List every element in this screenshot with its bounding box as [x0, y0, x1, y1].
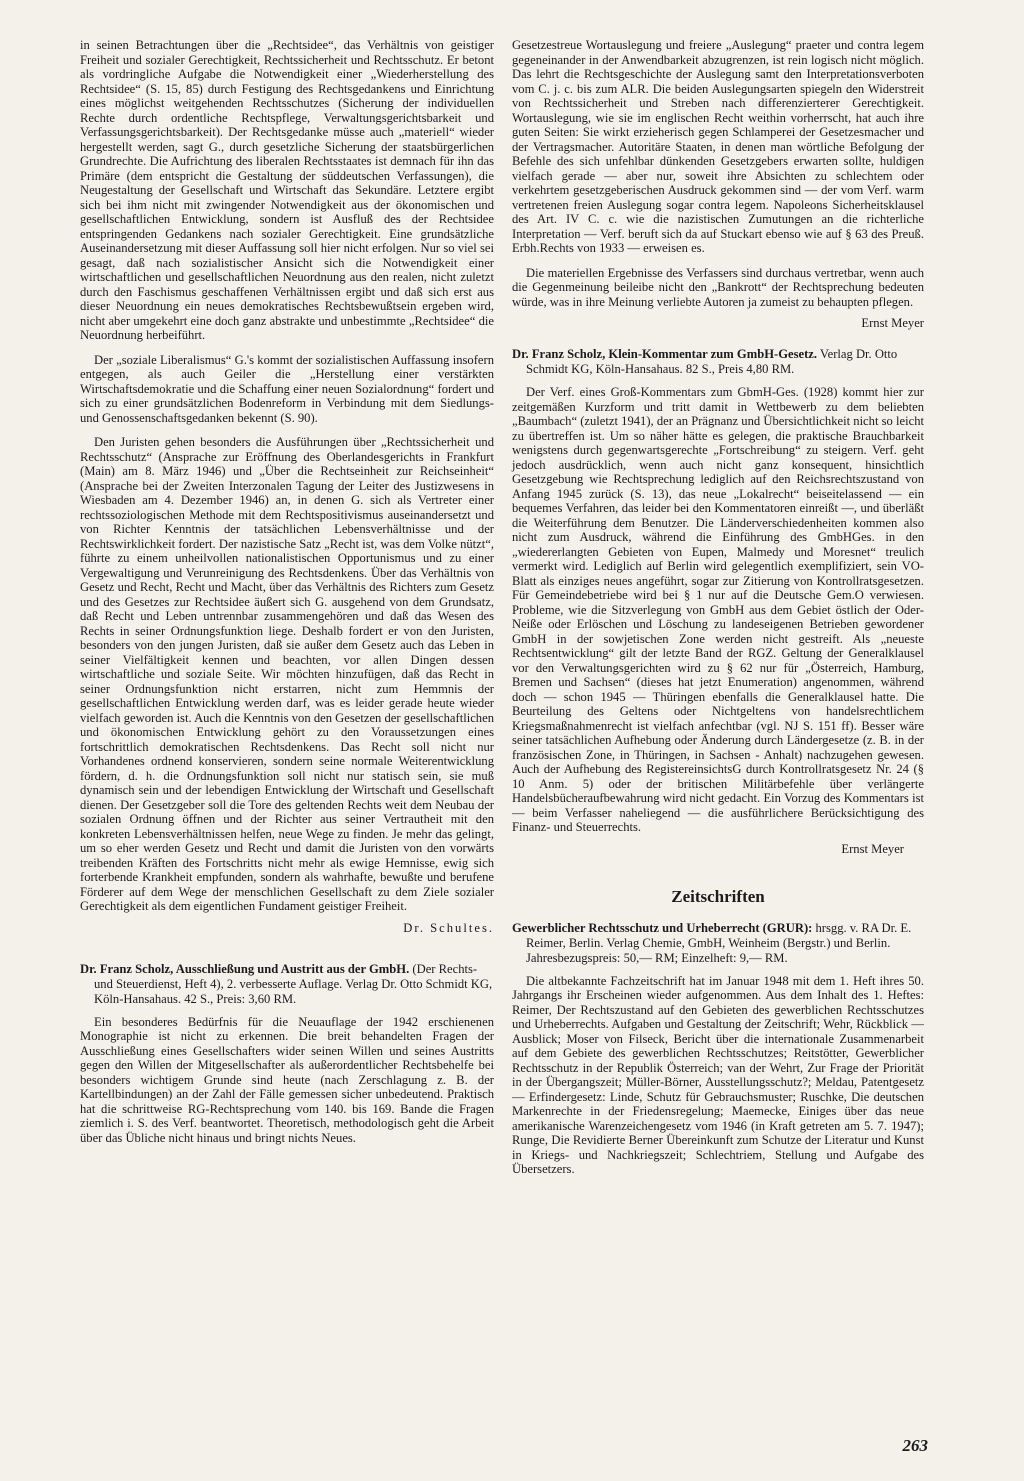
review-heading	[512, 347, 924, 377]
review-body: Der Verf. eines Groß-Kommentars zum GbmH-Ges. (1928) kommt hier zur zeitgemäßen Kurzform und tritt damit in Wettbewerb zu dem beliebten „Baumbach“ (zuletzt 1941), der an Prägnanz und Übersichtlichkeit nicht so leicht zu übertreffen ist. Um so näher hätte es gelegen, die praktische Brauchbarkeit wenigstens durch gegenwartsgerechte „Fortschreibung“ zu steigern. Verf. geht jedoch ausdrücklich, wenn auch nicht ganz konsequent, hinsichtlich Gesetzgebung wie Rechtsprechung lediglich auf den Reichsrechtszustand von Anfang 1945 zurück (S. 13), das neue „Lokalrecht“ beiseitelassend — ein bequemes Verfahren, das leider bei den Kommentatoren einreißt —, und überläßt die Weiterführung dem Benutzer. Die Länderverschiedenheiten kommen also nicht zum Ausdruck, während die Einführung des GmbHGes. in den „wiedererlangten Gebieten von Eupen, Malmedy und Moresnet“ treulich vermerkt wird. Lediglich auf Berlin wird gelegentlich exemplifiziert, sein VO-Blatt als einziges neues angeführt, sogar zur Zitierung von Kontrollratsgesetzen. Für Gemeindebetriebe wird bei § 1 nur auf die Deutsche Gem.O verwiesen. Probleme, wie die Sitzverlegung von GmbH aus dem Gebiet östlich der Oder-Neiße oder Erlöschen und Löschung zu landeseigenen Betrieben gewordener GmbH in der sowjetischen Zone werden nicht gestreift. Als „neueste Rechtsentwicklung“ gilt der letzte Band der RGZ. Geltung der Generalklausel vor den Verwaltungsgerichten wird zu § 62 nur für „Österreich, Hamburg, Bremen und Sachsen“ (dieses hat jetzt Enumeration) angenommen, während doch — schon 1945 — Thüringen ebenfalls die Generalklausel hatte. Die Beurteilung des Geltens oder Nichtgeltens von handelsrechtlichem Kriegsmaßnahmenrecht ist vielfach anfechtbar (vgl. NJ S. 151 ff). Besser wäre seiner tatsächlichen Aufhebung oder Änderung durch Ländergesetze (z. B. in der französischen Zone, in Thüringen, in Sachsen - Anhalt) nachzugehen gewesen. Auch der Aufhebung des RegistereinsichtsG durch Kontrollratsgesetz Nr. 24 (§ 10 Anm. 5) oder der britischen Militärbefehle über verlängerte Handelsbücheraufbewahrung wird nicht gedacht. Ein Vorzug des Kommentars ist — beim Verfasser naheliegend — die ausführlichere Berücksichtigung des Finanz- und Steuerrechts.	[512, 385, 924, 834]
author-signature: Dr. Schultes.	[403, 920, 494, 935]
page-number: 263	[902, 1436, 928, 1455]
body-paragraph: in seinen Betrachtungen über die „Rechtsidee“, das Verhältnis von geistiger Freiheit und sozialer Gerechtigkeit, Rechtssicherheit und Rechtsschutz. Er betont als vordringliche Aufgabe die Notwendigkeit einer „Wiederherstellung des Rechtsidee“ (S. 15, 85) durch Festigung des Rechtsgedankens und Einrichtung eines möglichst weitgehenden Rechtsschutzes (Sicherung der individuellen Rechte durch ordentliche Rechtspflege, Verwaltungsgerichtsbarkeit und Verfassungsgerichtsbarkeit). Der Rechtsgedanke müsse auch „materiell“ wieder hergestellt werden, sagt G., durch gesetzliche Sicherung der staatsbürgerlichen Grundrechte. Die Aufrichtung des liberalen Rechtsstaates ist demnach für ihn das Primäre (dem entspricht die Gestaltung der süddeutschen Verfassungen), die Neugestaltung der Gesellschaft und Wirtschaft das Sekundäre. Letztere ergibt sich bei ihm nicht mit zwingender Notwendigkeit aus der ökonomischen und gesellschaftlichen Entwicklung, sondern ist Ausfluß des der Rechtsidee entspringenden Gedankens nach sozialer Gerechtigkeit. Eine grundsätzliche Auseinandersetzung mit dieser Auffassung soll hier nicht erfolgen. Nur so viel sei gesagt, daß nach sozialistischer Ansicht sich die Notwendigkeit einer wirtschaftlichen und gesellschaftlichen Neuordnung aus den realen, nicht zuletzt durch den Faschismus geschaffenen Verhältnissen ergibt und daß sich erst aus dieser Neuordnung ein neues demokratisches Rechtsbewußtsein ergeben wird, nicht aber umgekehrt eine doch ganz abstrakte und unbestimmte „Rechtsidee“ die Neuordnung herbeiführt.	[80, 38, 494, 342]
body-paragraph: Der „soziale Liberalismus“ G.'s kommt der sozialistischen Auffassung insofern entgegen, als auch Geiler die „Herstellung einer verstärkten Wirtschaftsdemokratie und die Schaffung einer neuen Sozialordnung“ fordert und sich zu einer grundsätzlichen Bodenreform in Verbindung mit dem Siedlungs- und Genossenschaftsgedanken bekennt (S. 90).	[80, 352, 494, 425]
body-paragraph: Die materiellen Ergebnisse des Verfassers sind durchaus vertretbar, wenn auch die Gegenmeinung beileibe nicht den „Bankrott“ der Rechtsprechung bedeuten würde, was in ihre Meinung verliebte Autoren ja zumeist zu behaupten pflegen.	[512, 265, 924, 309]
review-title: Dr. Franz Scholz, Klein-Kommentar zum GmbH-Gesetz.	[512, 347, 817, 361]
left-column	[80, 38, 494, 1145]
review-publication-details: Verlag Dr. Otto Schmidt KG, Köln-Hansahaus. 82 S., Preis 4,80 RM.	[526, 347, 898, 376]
review-title: Dr. Franz Scholz, Ausschließung und Austritt aus der GmbH.	[80, 961, 410, 976]
review-heading	[80, 962, 494, 1007]
review-heading	[512, 921, 924, 966]
review-publication-details: hrsgg. v. RA Dr. E. Reimer, Berlin. Verlag Chemie, GmbH, Weinheim (Bergstr.) und Berlin. Jahresbezugspreis: 50,— RM; Einzelheft: 9,— RM.	[526, 920, 912, 965]
review-body: Die altbekannte Fachzeitschrift hat im Januar 1948 mit dem 1. Heft ihres 50. Jahrgangs ihr Erscheinen wieder aufgenommen. Aus dem Inhalt des 1. Heftes: Reimer, Der Rechtszustand auf den Gebieten des gewerblichen Rechtsschutzes und Urheberrechts. Aufgaben und Gestaltung der Zeitschrift; Wehr, Rückblick — Ausblick; Moser von Filseck, Bericht über die internationale Zusammenarbeit auf dem Gebiete des gewerblichen Rechtsschutzes; Reitstötter, Gewerblicher Rechtsschutz in der Republik Österreich; van der Wehrt, Zur Frage der Priorität in der Übergangszeit; Müller-Börner, Ausstellungsschutz?; Meldau, Patentgesetz — Erfindergesetz: Linde, Schutz für Gebrauchsmuster; Ruschke, Die deutschen Markenrechte in der Friedensregelung; Maemecke, Einiges über das neue amerikanische Warenzeichengesetz vom 1946 (in Kraft getreten am 5. 7. 1947); Runge, Die Revidierte Berner Übereinkunft zum Schutze der Literatur und Kunst in Kriegs- und Nachkriegszeit; Schlechtriem, Stellung und Aufgabe des Übersetzers.	[512, 973, 924, 1176]
right-column	[512, 38, 924, 1177]
author-signature: Ernst Meyer	[861, 316, 924, 330]
body-paragraph: Den Juristen gehen besonders die Ausführungen über „Rechtssicherheit und Rechtsschutz“ (Ansprache zur Eröffnung des Oberlandesgerichts in Frankfurt (Main) am 8. März 1946) und „Über die Rechtseinheit zur Reichseinheit“ (Ansprache bei der Zweiten Interzonalen Tagung der Leiter des Justizwesens in Wiesbaden am 4. Dezember 1946) an, in denen G. sich als Vertreter einer rechtssoziologischen Methode mit dem Rechtspositivismus auseinandersetzt und von Richter Kenntnis der tatsächlichen Lebensverhältnisse und der Rechtswirklichkeit fordert. Der nazistische Satz „Recht ist, was dem Volke nützt“, führte zu einem unheilvollen nationalistischen Opportunismus und zu einer Vergewaltigung und Verunreinigung des Rechtsdenkens. Über das Verhältnis von Gesetz und Recht, Recht und Macht, über das Verhältnis des Richters zum Gesetz und des Gesetzes zur Rechtsidee äußert sich G. ausgehend von dem Grundsatz, daß Recht und Leben untrennbar zusammengehören und daß das Wesen des Rechts in seiner Ordnungsfunktion liege. Deshalb fordert er von den Juristen, besonders von den jungen Juristen, daß sie außer dem Gesetz auch das Leben in seiner Vielfältigkeit kennen und beachten, vor allen Dingen dessen wirtschaftliche und soziale Seite. Wir möchten hinzufügen, daß das Recht in seiner Ordnungsfunktion nicht erstarren, nicht zum Hemmnis der gesellschaftlichen Entwicklung werden darf, was es leider gerade heute wieder vielfach geworden ist. Auch die Kenntnis von den Gesetzen der gesellschaftlichen und ökonomischen Entwicklung gehört zu den Voraussetzungen eines fortschrittlich demokratischen Rechtsdenkens. Das Recht soll nicht nur Vorhandenes ordnend konservieren, sondern seine normale Weiterentwicklung fördern, d. h. die Ordnungsfunktion soll nicht nur statisch sein, sie muß dynamisch sein und der lebendigen Entwicklung der Wirtschaft und Gesellschaft dienen. Der Gesetzgeber soll die Tore des geltenden Rechts weit dem Neubau der sozialen Ordnung öffnen und der Richter aus seiner Vertrautheit mit den konkreten Lebensverhältnissen helfen, neue Wege zu finden. Je mehr das gelingt, um so eher werden Gesetz und Recht und damit die Juristen von den vorwärts treibenden Kräften des Fortschritts nicht mehr als ewige Hemnisse, ewig sich forterbende Krankheit empfunden, sondern als wahrhafte, bewußte und berufene Förderer auf dem Wege der menschlichen Gesellschaft zu dem Ziele sozialer Gerechtigkeit als dem eigentlichen Fundament geistiger Freiheit.	[80, 435, 494, 913]
author-signature: Ernst Meyer	[841, 841, 904, 856]
review-body: Ein besonderes Bedürfnis für die Neuauflage der 1942 erschienenen Monographie ist nicht zu erkennen. Die breit behandelten Fragen der Ausschließung eines Gesellschafters wider seinen Willen und seines Austritts gegen den Willen der Mitgesellschafter als außerordentlicher Rechtsbehelfe bei besonders wichtigem Grunde sind heute (nach Zerschlagung z. B. der Kartellbindungen) an der Zahl der Fälle gemessen sicher unbedeutend. Praktisch hat die schrittweise RG-Rechtsprechung vom 140. bis 169. Bande die Fragen ziemlich i. S. des Verf. beantwortet. Theoretisch, methodologisch geht die Arbeit über das Übliche nicht hinaus und bringt nichts Neues.	[80, 1014, 494, 1145]
body-paragraph: Gesetzestreue Wortauslegung und freiere „Auslegung“ praeter und contra legem gegeneinander in der Anwendbarkeit abzugrenzen, ist rein logisch nicht möglich. Das lehrt die Rechtsgeschichte der Auslegung samt den Interpretationsverboten vom C. j. c. bis zum ALR. Die beiden Auslegungsarten spiegeln den Widerstreit von Rechtssicherheit und Streben nach differenzierterer Gerechtigkeit. Wortauslegung, wie sie im englischen Recht weithin vorherrscht, hat auch ihre guten Seiten: Sie wirkt erzieherisch gegen Schlamperei der Gesetzesmacher und der Vertragsmacher. Autoritäre Staaten, in denen man wörtliche Befolgung der Befehle des sich unfehlbar dünkenden Gesetzgebers erwarten sollte, huldigen vielfach gerade — aber nur, soweit ihre Absichten zu schlechtem oder verkehrtem gesetzgeberischen Ausdruck gekommen sind — der vom Verf. warm vertretenen freien Auslegung sogar contra legem. Napoleons Sicherheitsklausel des Art. IV C. c. wie die nazistischen Zumutungen an die richterliche Interpretation — Verf. beruft sich da auf Stuckart ebenso wie auf § 63 des Preuß. Erbh.Rechts von 1933 — erweisen es.	[512, 38, 924, 255]
review-title: Gewerblicher Rechtsschutz und Urheberrecht (GRUR):	[512, 920, 813, 935]
review-publication-details: (Der Rechts- und Steuerdienst, Heft 4), 2. verbesserte Auflage. Verlag Dr. Otto Schmidt KG, Köln-Hansahaus. 42 S., Preis: 3,60 RM.	[94, 961, 493, 1006]
section-heading: Zeitschriften	[671, 886, 765, 906]
